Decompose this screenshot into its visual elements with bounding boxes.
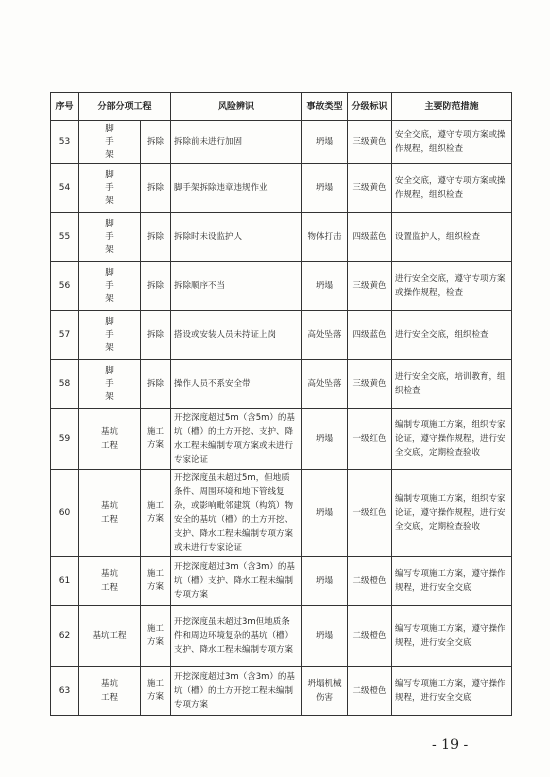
- row-risk: 搭设或安装人员未持证上岗: [171, 311, 302, 360]
- row-measure: 编写专项施工方案，遵守操作规程，进行安全交底: [392, 606, 512, 667]
- row-accident-type: 坍塌: [302, 409, 348, 470]
- major-project-text: 工程: [100, 583, 118, 593]
- row-measure: 编制专项施工方案，组织专家论证，遵守操作规程，进行安全交底，定期检查验收: [392, 470, 512, 557]
- major-project-text: 脚: [105, 267, 114, 278]
- table-row: [51, 409, 512, 470]
- row-seq: 60: [51, 470, 79, 557]
- row-minor-project: [141, 121, 171, 164]
- row-minor-project: [141, 311, 171, 360]
- row-accident-type: 坍塌: [302, 121, 348, 164]
- row-measure: 编写专项施工方案，遵守操作规程，进行安全交底: [392, 557, 512, 606]
- row-minor-project: [141, 262, 171, 311]
- header-measures: 主要防范措施: [392, 93, 512, 121]
- major-project-text: 脚: [105, 218, 114, 229]
- row-accident-type: 坍塌机械伤害: [302, 667, 348, 716]
- row-level: 一级红色: [348, 409, 392, 470]
- major-project-text: 架: [105, 244, 114, 255]
- row-accident-type: 物体打击: [302, 213, 348, 262]
- major-project-text: 脚: [105, 365, 114, 376]
- major-project-text: 手: [105, 136, 114, 147]
- minor-project-text: 施工: [147, 501, 165, 511]
- row-major-project: [79, 470, 141, 557]
- row-risk: 开挖深度超过3m（含3m）的基坑（槽）的土方开挖工程未编制专项方案: [171, 667, 302, 716]
- major-project-text: 架: [105, 293, 114, 304]
- row-accident-type: 高处坠落: [302, 360, 348, 409]
- table-header-row: [51, 93, 512, 121]
- row-major-project: [79, 667, 141, 716]
- row-measure: 安全交底，遵守专项方案或操作规程，组织检查: [392, 164, 512, 213]
- major-project-text: 架: [105, 391, 114, 402]
- minor-project-text: 拆除: [147, 378, 165, 389]
- row-risk: 拆除时未设监护人: [171, 213, 302, 262]
- minor-project-text: 拆除: [147, 231, 165, 242]
- header-risk: 风险辨识: [171, 93, 302, 121]
- major-project-text: 架: [105, 342, 114, 353]
- row-level: 三级黄色: [348, 360, 392, 409]
- row-accident-type: 坍塌: [302, 164, 348, 213]
- major-project-text: 手: [105, 182, 114, 193]
- table-row: [51, 606, 512, 667]
- row-measure: 编制专项施工方案，组织专家论证，遵守操作规程，进行安全交底，定期检查验收: [392, 409, 512, 470]
- minor-project-text: 方案: [147, 440, 165, 450]
- row-major-project: [79, 213, 141, 262]
- row-risk: 脚手架拆除违章违规作业: [171, 164, 302, 213]
- minor-project-text: 施工: [147, 427, 165, 437]
- major-project-text: 脚: [105, 169, 114, 180]
- row-accident-type: 坍塌: [302, 557, 348, 606]
- row-risk: 开挖深度虽未超过5m，但地质条件、周围环境和地下管线复杂，或影响毗邻建筑（构筑）物安全的基坑（槽）的土方开挖、支护、降水工程未编制专项方案或未进行专家论证: [171, 470, 302, 557]
- minor-project-text: 拆除: [147, 136, 165, 147]
- row-seq: 63: [51, 667, 79, 716]
- row-risk: 开挖深度超过5m（含5m）的基坑（槽）的土方开挖、支护、降水工程未编制专项方案或未进行专家论证: [171, 409, 302, 470]
- major-project-text: 手: [105, 231, 114, 242]
- minor-project-text: 方案: [147, 692, 165, 702]
- row-minor-project: [141, 409, 171, 470]
- row-measure: 进行安全交底，遵守专项方案或操作规程，检查: [392, 262, 512, 311]
- row-major-project: [79, 409, 141, 470]
- row-minor-project: [141, 213, 171, 262]
- table-row: [51, 164, 512, 213]
- row-seq: 61: [51, 557, 79, 606]
- row-seq: 53: [51, 121, 79, 164]
- row-level: 二级橙色: [348, 557, 392, 606]
- row-level: 一级红色: [348, 470, 392, 557]
- table-row: [51, 311, 512, 360]
- row-seq: 56: [51, 262, 79, 311]
- row-measure: 安全交底，遵守专项方案或操作规程，组织检查: [392, 121, 512, 164]
- row-risk: 开挖深度虽未超过3m但地质条件和周边环境复杂的基坑（槽）支护、降水工程未编制专项方案: [171, 606, 302, 667]
- row-major-project: [79, 606, 141, 667]
- row-seq: 55: [51, 213, 79, 262]
- major-project-text: 基坑: [100, 569, 118, 579]
- row-major-project: [79, 164, 141, 213]
- row-measure: 设置监护人，组织检查: [392, 213, 512, 262]
- row-major-project: [79, 121, 141, 164]
- row-seq: 59: [51, 409, 79, 470]
- row-measure: 进行安全交底，组织检查: [392, 311, 512, 360]
- major-project-text: 基坑工程: [92, 631, 127, 641]
- row-risk: 操作人员不系安全带: [171, 360, 302, 409]
- header-subproject: 分部分项工程: [79, 93, 171, 121]
- row-level: 二级橙色: [348, 606, 392, 667]
- row-minor-project: [141, 360, 171, 409]
- minor-project-text: 施工: [147, 624, 165, 634]
- header-level: 分级标识: [348, 93, 392, 121]
- row-major-project: [79, 262, 141, 311]
- major-project-text: 手: [105, 280, 114, 291]
- major-project-text: 架: [105, 149, 114, 160]
- row-accident-type: 坍塌: [302, 470, 348, 557]
- table-row: [51, 470, 512, 557]
- table-row: [51, 262, 512, 311]
- row-level: 二级橙色: [348, 667, 392, 716]
- row-minor-project: [141, 667, 171, 716]
- row-level: 四级蓝色: [348, 213, 392, 262]
- major-project-text: 架: [105, 195, 114, 206]
- header-seq: 序号: [51, 93, 79, 121]
- minor-project-text: 方案: [147, 514, 165, 524]
- minor-project-text: 拆除: [147, 280, 165, 291]
- row-seq: 54: [51, 164, 79, 213]
- major-project-text: 脚: [105, 123, 114, 134]
- minor-project-text: 施工: [147, 679, 165, 689]
- major-project-text: 手: [105, 378, 114, 389]
- table-row: [51, 557, 512, 606]
- minor-project-text: 拆除: [147, 329, 165, 340]
- row-risk: 开挖深度超过3m（含3m）的基坑（槽）支护、降水工程未编制专项方案: [171, 557, 302, 606]
- major-project-text: 基坑: [100, 427, 118, 437]
- row-minor-project: [141, 557, 171, 606]
- minor-project-text: 方案: [147, 637, 165, 647]
- row-minor-project: [141, 164, 171, 213]
- row-risk: 拆除顺序不当: [171, 262, 302, 311]
- major-project-text: 基坑: [100, 501, 118, 511]
- table-row: [51, 667, 512, 716]
- row-measure: 进行安全交底，培训教育，组织检查: [392, 360, 512, 409]
- row-seq: 57: [51, 311, 79, 360]
- minor-project-text: 拆除: [147, 182, 165, 193]
- row-accident-type: 坍塌: [302, 606, 348, 667]
- major-project-text: 手: [105, 329, 114, 340]
- major-project-text: 工程: [100, 441, 118, 451]
- major-project-text: 工程: [100, 693, 118, 703]
- table-row: [51, 360, 512, 409]
- table-row: [51, 121, 512, 164]
- row-accident-type: 坍塌: [302, 262, 348, 311]
- row-major-project: [79, 557, 141, 606]
- minor-project-text: 施工: [147, 569, 165, 579]
- row-measure: 编写专项施工方案，遵守操作规程，进行安全交底: [392, 667, 512, 716]
- row-level: 三级黄色: [348, 121, 392, 164]
- major-project-text: 基坑: [100, 679, 118, 689]
- row-risk: 拆除前未进行加固: [171, 121, 302, 164]
- row-major-project: [79, 360, 141, 409]
- page-number: - 19 -: [432, 737, 469, 753]
- major-project-text: 工程: [100, 515, 118, 525]
- minor-project-text: 方案: [147, 582, 165, 592]
- header-accident-type: 事故类型: [302, 93, 348, 121]
- row-minor-project: [141, 470, 171, 557]
- major-project-text: 脚: [105, 316, 114, 327]
- risk-table: [50, 92, 512, 716]
- row-accident-type: 高处坠落: [302, 311, 348, 360]
- row-minor-project: [141, 606, 171, 667]
- row-level: 三级黄色: [348, 164, 392, 213]
- row-seq: 58: [51, 360, 79, 409]
- row-level: 四级蓝色: [348, 311, 392, 360]
- row-major-project: [79, 311, 141, 360]
- row-level: 三级黄色: [348, 262, 392, 311]
- table-row: [51, 213, 512, 262]
- row-seq: 62: [51, 606, 79, 667]
